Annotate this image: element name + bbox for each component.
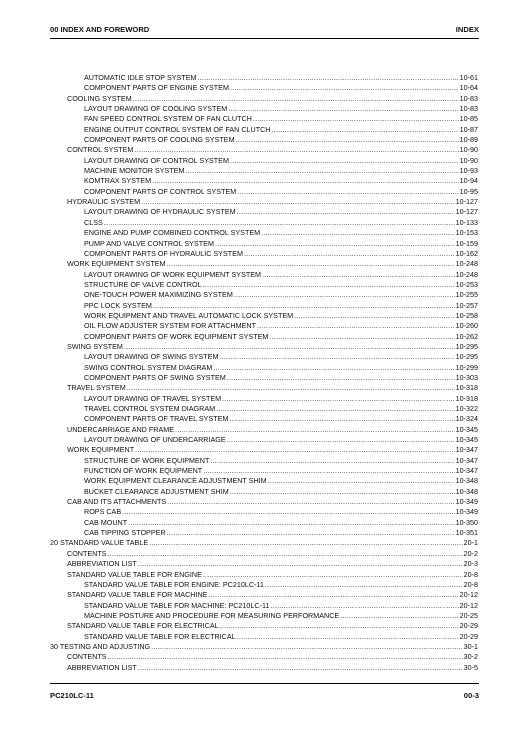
- dot-leader: [213, 363, 454, 373]
- toc-entry[interactable]: [0, 373, 515, 383]
- toc-entry-title: COMPONENT PARTS OF HYDRAULIC SYSTEM: [84, 248, 243, 258]
- dot-leader: [127, 383, 455, 393]
- toc-entry-page: 20-8: [463, 569, 478, 579]
- dot-leader: [203, 280, 455, 290]
- toc-entry-title: CAB AND ITS ATTACHMENTS: [67, 497, 167, 507]
- dot-leader: [152, 176, 459, 186]
- toc-entry-title: STANDARD VALUE TABLE FOR ELECTRICAL: [84, 631, 236, 641]
- dot-leader: [153, 301, 455, 311]
- toc-entry[interactable]: [0, 332, 515, 342]
- toc-entry-title: WORK EQUIPMENT: [67, 445, 135, 455]
- toc-entry[interactable]: [0, 270, 515, 280]
- toc-entry-title: LAYOUT DRAWING OF WORK EQUIPMENT SYSTEM: [84, 269, 262, 279]
- toc-entry-page: 10-262: [455, 331, 478, 341]
- toc-entry-page: 10-345: [455, 424, 478, 434]
- toc-entry-page: 10-253: [455, 279, 478, 289]
- dot-leader: [122, 507, 454, 517]
- dot-leader: [128, 518, 454, 528]
- toc-entry-page: 10-349: [455, 497, 478, 507]
- toc-entry-page: 10-95: [459, 186, 478, 196]
- toc-entry-title: STANDARD VALUE TABLE FOR ELECTRICAL: [67, 621, 219, 631]
- page-number: 00-3: [463, 691, 479, 700]
- dot-leader: [230, 83, 459, 93]
- dot-leader: [108, 652, 463, 662]
- dot-leader: [167, 528, 455, 538]
- footer-divider: [50, 683, 479, 684]
- toc-entry-title: WORK EQUIPMENT AND TRAVEL AUTOMATIC LOCK SYSTEM: [84, 310, 294, 320]
- dot-leader: [261, 228, 454, 238]
- dot-leader: [167, 497, 454, 507]
- toc-entry-page: 10-159: [455, 238, 478, 248]
- toc-entry[interactable]: [0, 456, 515, 466]
- dot-leader: [198, 73, 459, 83]
- toc-entry[interactable]: [0, 394, 515, 404]
- dot-leader: [134, 145, 458, 155]
- toc-entry[interactable]: [0, 663, 515, 673]
- toc-entry[interactable]: [0, 528, 515, 538]
- dot-leader: [167, 259, 455, 269]
- toc-entry-title: BUCKET CLEARANCE ADJUSTMENT SHIM: [84, 486, 229, 496]
- toc-entry-page: 10-87: [459, 124, 478, 134]
- dot-leader: [216, 404, 454, 414]
- toc-entry-title: STANDARD VALUE TABLE FOR MACHINE: [67, 590, 208, 600]
- toc-entry-title: COMPONENT PARTS OF ENGINE SYSTEM: [84, 83, 229, 93]
- toc-entry-page: 20-8: [463, 579, 478, 589]
- toc-entry-page: 20-12: [459, 600, 478, 610]
- toc-entry-page: 20-29: [459, 631, 478, 641]
- dot-leader: [175, 425, 455, 435]
- toc-entry-title: LAYOUT DRAWING OF UNDERCARRIAGE: [84, 435, 226, 445]
- toc-entry-title: ABBREVIATION LIST: [67, 662, 137, 672]
- toc-entry[interactable]: [0, 197, 515, 207]
- toc-entry[interactable]: [0, 342, 515, 352]
- toc-entry-title: STRUCTURE OF WORK EQUIPMENT: [84, 455, 210, 465]
- toc-entry[interactable]: [0, 518, 515, 528]
- toc-entry[interactable]: [0, 218, 515, 228]
- toc-entry-page: 10-90: [459, 155, 478, 165]
- toc-entry-page: 10-83: [459, 104, 478, 114]
- dot-leader: [104, 218, 455, 228]
- toc-entry-page: 10-347: [455, 455, 478, 465]
- dot-leader: [135, 445, 455, 455]
- toc-entry-title: LAYOUT DRAWING OF SWING SYSTEM: [84, 352, 219, 362]
- toc-entry-title: FUNCTION OF WORK EQUIPMENT: [84, 466, 203, 476]
- toc-entry-page: 10-89: [459, 135, 478, 145]
- dot-leader: [141, 197, 455, 207]
- toc-entry-title: STANDARD VALUE TABLE FOR MACHINE: PC210LC-11: [84, 600, 270, 610]
- toc-entry[interactable]: [0, 476, 515, 486]
- toc-entry-title: CLSS: [84, 217, 103, 227]
- dot-leader: [222, 394, 454, 404]
- toc-entry-title: SWING SYSTEM: [67, 341, 123, 351]
- toc-entry[interactable]: [0, 280, 515, 290]
- toc-entry[interactable]: [0, 290, 515, 300]
- dot-leader: [108, 549, 463, 559]
- toc-entry-title: COOLING SYSTEM: [67, 93, 132, 103]
- toc-entry-page: 10-133: [455, 217, 478, 227]
- dot-leader: [237, 207, 455, 217]
- toc-entry[interactable]: [0, 187, 515, 197]
- toc-entry-title: WORK EQUIPMENT SYSTEM: [67, 259, 166, 269]
- dot-leader: [227, 373, 455, 383]
- dot-leader: [230, 156, 459, 166]
- toc-entry-page: 20-3: [463, 559, 478, 569]
- toc-entry[interactable]: [0, 445, 515, 455]
- toc-entry[interactable]: [0, 321, 515, 331]
- page-footer: [50, 691, 479, 703]
- toc-entry-page: 10-351: [455, 528, 478, 538]
- toc-entry-title: UNDERCARRIAGE AND FRAME: [67, 424, 175, 434]
- dot-leader: [151, 642, 462, 652]
- dot-leader: [268, 476, 455, 486]
- toc-entry[interactable]: [0, 414, 515, 424]
- toc-entry-title: CONTENTS: [67, 652, 107, 662]
- toc-entry-title: LAYOUT DRAWING OF COOLING SYSTEM: [84, 104, 228, 114]
- dot-leader: [133, 94, 459, 104]
- toc-entry-title: WORK EQUIPMENT CLEARANCE ADJUSTMENT SHIM: [84, 476, 267, 486]
- toc-entry-page: 10-94: [459, 176, 478, 186]
- toc-entry[interactable]: [0, 363, 515, 373]
- toc-entry[interactable]: [0, 466, 515, 476]
- toc-entry-title: COMPONENT PARTS OF WORK EQUIPMENT SYSTEM: [84, 331, 269, 341]
- toc-entry[interactable]: [0, 259, 515, 269]
- dot-leader: [230, 487, 455, 497]
- toc-entry-title: STANDARD VALUE TABLE FOR ENGINE: PC210LC-11: [84, 579, 264, 589]
- toc-entry[interactable]: [0, 301, 515, 311]
- dot-leader: [340, 611, 458, 621]
- toc-entry[interactable]: [0, 176, 515, 186]
- toc-entry-title: MACHINE MONITOR SYSTEM: [84, 166, 185, 176]
- dot-leader: [228, 104, 458, 114]
- toc-entry[interactable]: [0, 404, 515, 414]
- toc-entry[interactable]: [0, 249, 515, 259]
- toc-entry[interactable]: [0, 166, 515, 176]
- toc-entry[interactable]: [0, 632, 515, 642]
- toc-entry[interactable]: [0, 83, 515, 93]
- toc-entry-title: SWING CONTROL SYSTEM DIAGRAM: [84, 362, 213, 372]
- toc-entry-title: 30 TESTING AND ADJUSTING: [50, 641, 151, 651]
- dot-leader: [236, 135, 459, 145]
- toc-entry[interactable]: [0, 590, 515, 600]
- dot-leader: [227, 435, 455, 445]
- dot-leader: [124, 342, 455, 352]
- dot-leader: [237, 187, 458, 197]
- toc-entry[interactable]: [0, 497, 515, 507]
- toc-entry-page: 10-348: [455, 476, 478, 486]
- toc-entry[interactable]: [0, 352, 515, 362]
- toc-entry-title: CAB TIPPING STOPPER: [84, 528, 166, 538]
- toc-entry-title: COMPONENT PARTS OF TRAVEL SYSTEM: [84, 414, 229, 424]
- dot-leader: [294, 311, 454, 321]
- toc-entry-title: FAN SPEED CONTROL SYSTEM OF FAN CLUTCH: [84, 114, 252, 124]
- toc-entry-title: CONTROL SYSTEM: [67, 145, 134, 155]
- toc-entry-page: 10-64: [459, 83, 478, 93]
- toc-entry-page: 20-29: [459, 621, 478, 631]
- toc-entry-title: ENGINE OUTPUT CONTROL SYSTEM OF FAN CLUTCH: [84, 124, 271, 134]
- toc-entry[interactable]: [0, 383, 515, 393]
- toc-entry-page: 10-61: [459, 73, 478, 82]
- toc-entry-title: KOMTRAX SYSTEM: [84, 176, 152, 186]
- toc-entry-title: ENGINE AND PUMP COMBINED CONTROL SYSTEM: [84, 228, 261, 238]
- dot-leader: [272, 125, 459, 135]
- toc-entry[interactable]: [0, 435, 515, 445]
- toc-entry-title: COMPONENT PARTS OF CONTROL SYSTEM: [84, 186, 237, 196]
- toc-entry-page: 20-2: [463, 548, 478, 558]
- toc-entry[interactable]: [0, 570, 515, 580]
- toc-entry[interactable]: [0, 487, 515, 497]
- dot-leader: [215, 239, 455, 249]
- toc-entry-title: ROPS CAB: [84, 507, 122, 517]
- table-of-contents: [0, 73, 515, 673]
- dot-leader: [219, 352, 454, 362]
- dot-leader: [203, 570, 463, 580]
- toc-entry-page: 10-318: [455, 383, 478, 393]
- toc-entry[interactable]: [0, 611, 515, 621]
- toc-entry[interactable]: [0, 601, 515, 611]
- toc-entry-title: ONE-TOUCH POWER MAXIMIZING SYSTEM: [84, 290, 233, 300]
- toc-entry-title: MACHINE POSTURE AND PROCEDURE FOR MEASURING PERFORMANCE: [84, 610, 340, 620]
- toc-entry-page: 10-324: [455, 414, 478, 424]
- dot-leader: [262, 270, 455, 280]
- toc-entry[interactable]: [0, 114, 515, 124]
- header-index-label: INDEX: [455, 25, 479, 34]
- toc-entry-title: COMPONENT PARTS OF SWING SYSTEM: [84, 372, 226, 382]
- dot-leader: [234, 290, 455, 300]
- toc-entry-title: STANDARD VALUE TABLE FOR ENGINE: [67, 569, 202, 579]
- header-divider: [50, 38, 479, 39]
- dot-leader: [270, 601, 458, 611]
- toc-entry-page: 10-299: [455, 362, 478, 372]
- toc-entry-page: 10-322: [455, 404, 478, 413]
- toc-entry-page: 30-1: [463, 641, 478, 651]
- toc-entry[interactable]: [0, 94, 515, 104]
- toc-entry-title: PPC LOCK SYSTEM: [84, 300, 152, 310]
- toc-entry-title: 20 STANDARD VALUE TABLE: [50, 538, 149, 548]
- toc-entry-page: 10-295: [455, 341, 478, 351]
- toc-entry-page: 10-349: [455, 507, 478, 517]
- dot-leader: [244, 249, 455, 259]
- page-header: [50, 25, 479, 37]
- dot-leader: [220, 621, 459, 631]
- toc-entry-page: 10-162: [455, 248, 478, 258]
- dot-leader: [265, 580, 463, 590]
- dot-leader: [149, 538, 462, 548]
- toc-entry-page: 10-258: [455, 310, 478, 320]
- toc-entry-page: 10-127: [455, 197, 478, 207]
- toc-entry-page: 30-2: [463, 652, 478, 662]
- dot-leader: [237, 632, 459, 642]
- toc-entry[interactable]: [0, 156, 515, 166]
- toc-entry-title: TRAVEL CONTROL SYSTEM DIAGRAM: [84, 404, 216, 413]
- toc-entry-title: STRUCTURE OF VALVE CONTROL: [84, 279, 202, 289]
- toc-entry-page: 10-260: [455, 321, 478, 331]
- dot-leader: [138, 559, 463, 569]
- toc-entry-page: 10-318: [455, 393, 478, 403]
- toc-entry-page: 10-348: [455, 486, 478, 496]
- toc-entry-title: HYDRAULIC SYSTEM: [67, 197, 141, 207]
- toc-entry-page: 10-303: [455, 372, 478, 382]
- toc-entry-title: CONTENTS: [67, 548, 107, 558]
- toc-entry[interactable]: [0, 104, 515, 114]
- dot-leader: [229, 414, 454, 424]
- toc-entry[interactable]: [0, 507, 515, 517]
- toc-entry[interactable]: [0, 621, 515, 631]
- toc-entry-title: ABBREVIATION LIST: [67, 559, 137, 569]
- dot-leader: [203, 466, 454, 476]
- toc-entry[interactable]: [0, 559, 515, 569]
- toc-entry-title: LAYOUT DRAWING OF HYDRAULIC SYSTEM: [84, 207, 236, 217]
- toc-entry-title: OIL FLOW ADJUSTER SYSTEM FOR ATTACHMENT: [84, 321, 256, 331]
- toc-entry[interactable]: [0, 549, 515, 559]
- model-name: PC210LC-11: [50, 691, 94, 700]
- toc-entry[interactable]: [0, 135, 515, 145]
- toc-entry[interactable]: [0, 425, 515, 435]
- toc-entry[interactable]: [0, 642, 515, 652]
- toc-entry-page: 10-347: [455, 466, 478, 476]
- toc-entry-title: AUTOMATIC IDLE STOP SYSTEM: [84, 73, 197, 82]
- toc-entry-page: 10-347: [455, 445, 478, 455]
- dot-leader: [138, 663, 463, 673]
- toc-entry[interactable]: [0, 73, 515, 83]
- dot-leader: [253, 114, 459, 124]
- toc-entry[interactable]: [0, 207, 515, 217]
- toc-entry-page: 10-127: [455, 207, 478, 217]
- toc-entry[interactable]: [0, 311, 515, 321]
- toc-entry-page: 10-248: [455, 269, 478, 279]
- toc-entry-title: LAYOUT DRAWING OF CONTROL SYSTEM: [84, 155, 229, 165]
- toc-entry-title: COMPONENT PARTS OF COOLING SYSTEM: [84, 135, 235, 145]
- toc-entry-title: LAYOUT DRAWING OF TRAVEL SYSTEM: [84, 393, 222, 403]
- toc-entry[interactable]: [0, 580, 515, 590]
- toc-entry-title: PUMP AND VALVE CONTROL SYSTEM: [84, 238, 214, 248]
- toc-entry-page: 20-12: [459, 590, 478, 600]
- toc-entry-page: 10-90: [459, 145, 478, 155]
- dot-leader: [269, 332, 454, 342]
- toc-entry-title: CAB MOUNT: [84, 517, 128, 527]
- dot-leader: [257, 321, 455, 331]
- toc-entry-page: 10-350: [455, 517, 478, 527]
- toc-entry-page: 10-85: [459, 114, 478, 124]
- section-title: 00 INDEX AND FOREWORD: [50, 25, 150, 34]
- toc-entry-page: 10-93: [459, 166, 478, 176]
- dot-leader: [186, 166, 459, 176]
- toc-entry-page: 10-153: [455, 228, 478, 238]
- toc-entry[interactable]: [0, 538, 515, 548]
- toc-entry[interactable]: [0, 145, 515, 155]
- toc-entry-title: TRAVEL SYSTEM: [67, 383, 126, 393]
- toc-entry[interactable]: [0, 228, 515, 238]
- toc-entry-page: 10-257: [455, 300, 478, 310]
- dot-leader: [210, 456, 454, 466]
- toc-entry-page: 10-345: [455, 435, 478, 445]
- toc-entry-page: 20-25: [459, 610, 478, 620]
- toc-entry-page: 10-255: [455, 290, 478, 300]
- toc-entry[interactable]: [0, 652, 515, 662]
- toc-entry-page: 10-83: [459, 93, 478, 103]
- toc-entry-page: 30-5: [463, 662, 478, 672]
- toc-entry-page: 10-248: [455, 259, 478, 269]
- toc-entry[interactable]: [0, 125, 515, 135]
- dot-leader: [208, 590, 458, 600]
- toc-entry[interactable]: [0, 239, 515, 249]
- toc-entry-page: 20-1: [463, 538, 478, 548]
- toc-entry-page: 10-295: [455, 352, 478, 362]
